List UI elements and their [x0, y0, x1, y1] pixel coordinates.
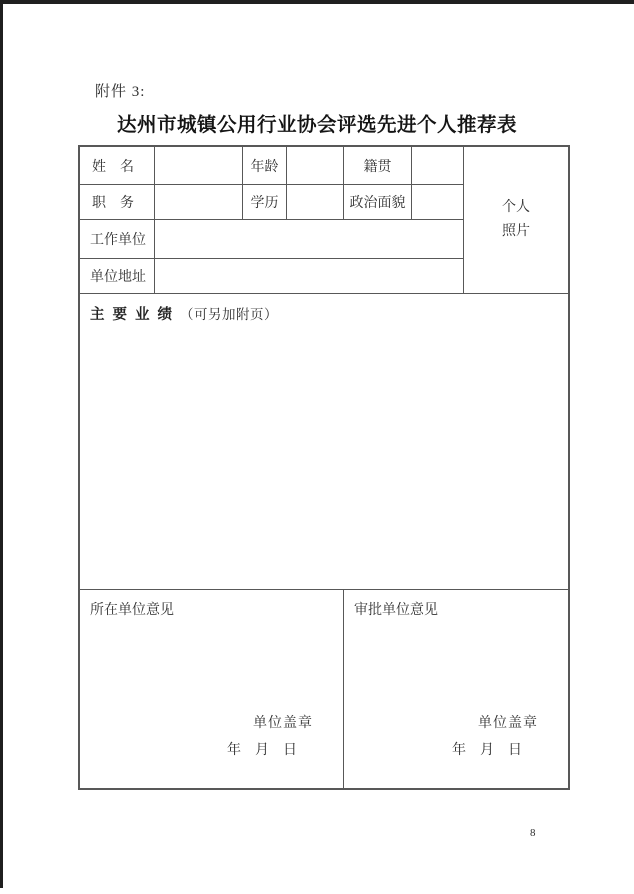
- achievements-heading: 主要业绩: [90, 307, 180, 323]
- approval-unit-opinion-cell: [344, 590, 568, 788]
- attachment-label: 附件 3:: [95, 84, 146, 100]
- form-title: 达州市城镇公用行业协会评选先进个人推荐表: [116, 114, 517, 136]
- work-unit-label: 工作单位: [80, 220, 155, 258]
- native-place-label: 籍贯: [344, 147, 412, 184]
- home-unit-opinion-cell: [80, 590, 344, 788]
- education-value-cell: [287, 185, 344, 219]
- political-status-value-cell: [412, 185, 463, 219]
- work-unit-value-cell: [155, 220, 463, 258]
- native-place-value-cell: [412, 147, 463, 184]
- table-row: [80, 220, 463, 259]
- position-value-cell: [155, 185, 243, 219]
- approval-unit-opinion-title: 审批单位意见: [354, 603, 438, 618]
- unit-address-value-cell: [155, 259, 463, 293]
- table-row: [80, 259, 463, 293]
- achievements-note: （可另加附页）: [180, 307, 278, 322]
- personal-info-grid: [80, 147, 463, 293]
- home-unit-opinion-title: 所在单位意见: [90, 603, 174, 618]
- page-number: 8: [530, 827, 536, 839]
- achievements-cell: [80, 294, 568, 590]
- approval-unit-seal-label: 单位盖章: [478, 716, 538, 731]
- unit-address-label: 单位地址: [80, 259, 155, 293]
- photo-label-line2: 照片: [502, 224, 530, 239]
- photo-label-line1: 个人: [502, 200, 530, 215]
- personal-info-section: [80, 147, 568, 294]
- photo-cell: [463, 147, 568, 293]
- opinions-section: [80, 590, 568, 788]
- home-unit-seal-label: 单位盖章: [253, 716, 313, 731]
- approval-unit-date-label: 年 月 日: [452, 743, 522, 758]
- position-label: 职 务: [80, 185, 155, 219]
- home-unit-date-label: 年 月 日: [227, 743, 297, 758]
- recommendation-form-table: [78, 145, 570, 790]
- age-value-cell: [287, 147, 344, 184]
- education-label: 学历: [243, 185, 287, 219]
- name-label: 姓 名: [80, 147, 155, 184]
- scan-border-top: [0, 0, 634, 4]
- age-label: 年龄: [243, 147, 287, 184]
- political-status-label: 政治面貌: [344, 185, 412, 219]
- name-value-cell: [155, 147, 243, 184]
- table-row: [80, 185, 463, 220]
- table-row: [80, 147, 463, 185]
